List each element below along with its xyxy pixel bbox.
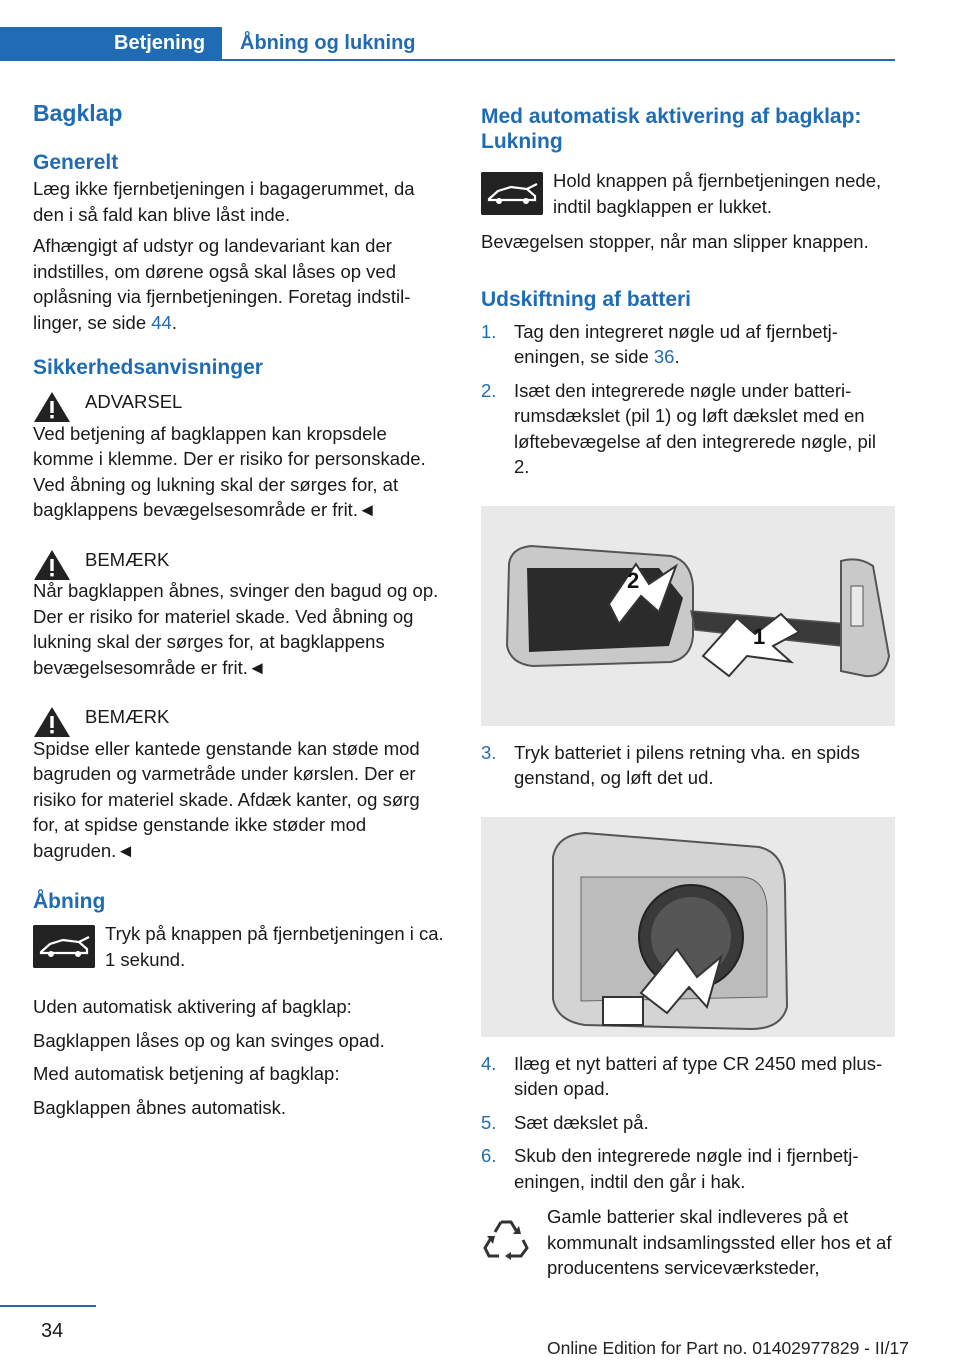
recycle-icon [481,1212,533,1264]
battery-steps [481,319,895,1195]
list-item: 1. Tag den integreret nøgle ud af fjernbetjeningen, se side 36. [481,320,838,367]
notice-label: BEMÆRK [85,548,170,570]
tailgate-button-icon [33,925,95,968]
battery-heading: Udskiftning af batteri [481,287,692,311]
close-text: Hold knappen på fjernbetjeningen nede, indtil bagklappen er lukket. [553,170,882,217]
notice-text: Når bagklappen åbnes, svinger den bagud og op. Der er risiko for materiel skade. Ved åbning og lukning skal der sørges for, at bagklappens bevægelsesområde er frit.◄ [33,580,439,678]
list-item: 6. Skub den integrerede nøgle ind i fjernbetjeningen, indtil den går i hak. [481,1145,859,1192]
step-number: 4. [481,1052,497,1074]
tailgate-button-icon [481,172,543,215]
warning-block [33,389,447,523]
general-paragraph-1: Læg ikke fjernbetjeningen i bagagerummet, da den i så fald kan blive låst inde. [33,178,415,225]
warning-triangle-icon [33,548,71,581]
safety-heading: Sikkerhedsanvisninger [33,356,263,379]
open-paragraph-2: Bagklappen låses op og kan svinges opad. [33,1029,385,1051]
recycle-text: Gamle batterier skal indleveres på et kommunalt indsamlingssted eller hos et af producentens serviceværksteder, [547,1206,892,1278]
page-number: 34 [41,1320,64,1342]
notice-block [33,547,447,681]
section-title: Bagklap [33,100,123,126]
battery-compartment-image [481,817,895,1037]
list-item: 5. Sæt dækslet på. [481,1110,895,1136]
open-text: Tryk på knappen på fjernbetjeningen i ca. 1 sekund. [105,923,444,970]
step-number: 2. [481,379,497,401]
warning-text: Ved betjening af bagklappen kan kropsdele komme i klemme. Der er risiko for personskade. Ved åbning og lukning skal der sørges for, at bagklappens bevægelsesområde er frit.◄ [33,422,426,520]
general-paragraph-2: Afhængigt af udstyr og landevariant kan der indstilles, om dørene også skal låses op ved oplåsning via fjernbetjeningen. Foretag indstillinger, se side 44. [33,235,411,333]
recycling-note [481,1204,895,1281]
left-column [33,92,447,1120]
subsection-tab[interactable]: Åbning og lukning [240,32,416,54]
step-number: 3. [481,741,497,763]
open-paragraph-3: Med automatisk betjening af bagklap: [33,1063,340,1084]
section-tab[interactable]: Betjening [0,27,222,61]
notice-block [33,704,447,863]
opening-heading: Åbning [33,890,106,913]
open-paragraph-1: Uden automatisk aktivering af bagklap: [33,996,352,1017]
open-instruction [33,921,447,972]
list-item: 3. Tryk batteriet i pilens retning vha. en spids genstand, og løft det ud. [481,741,860,788]
footer-rule [0,1305,96,1307]
page-header [0,27,895,61]
key-insert-illustration [481,506,895,726]
page-link-44[interactable]: 44 [151,311,172,333]
arrow-1-label: 1 [753,623,766,649]
page-link-36[interactable]: 36 [653,346,675,367]
list-item: 4. Ilæg et nyt batteri af type CR 2450 med plus-siden opad. [481,1052,883,1099]
notice-text: Spidse eller kantede genstande kan støde mod bagruden og varmetråde under kørslen. Der er risiko for materiel skade. Afdæk kanter, og sørg for, at spidse genstande ikke støder mod bagruden.◄ [33,737,420,861]
general-heading: Generelt [33,151,119,174]
step-number: 6. [481,1145,497,1166]
key-fob-image [481,506,895,726]
warning-label: ADVARSEL [85,391,183,412]
warning-triangle-icon [33,705,71,738]
open-paragraph-4: Bagklappen åbnes automatisk. [33,1096,287,1118]
footer-edition: Online Edition for Part no. 01402977829 - II/17 [547,1338,909,1358]
auto-close-paragraph: Bevægelsen stopper, når man slipper knappen. [481,231,869,252]
step-number: 5. [481,1111,497,1133]
close-instruction [481,168,895,219]
step-number: 1. [481,320,497,342]
auto-close-heading: Med automatisk aktivering af bagklap: Lukning [481,105,862,153]
notice-label: BEMÆRK [85,706,170,727]
warning-triangle-icon [33,390,71,423]
battery-removal-illustration [481,817,895,1037]
right-column [481,92,895,1281]
arrow-2-label: 2 [627,567,640,593]
list-item: 2. Isæt den integrerede nøgle under batterirumsdækslet (pil 1) og løft dækslet med en løftebevægelse af den integrerede nøgle, pil 2. [481,379,876,477]
